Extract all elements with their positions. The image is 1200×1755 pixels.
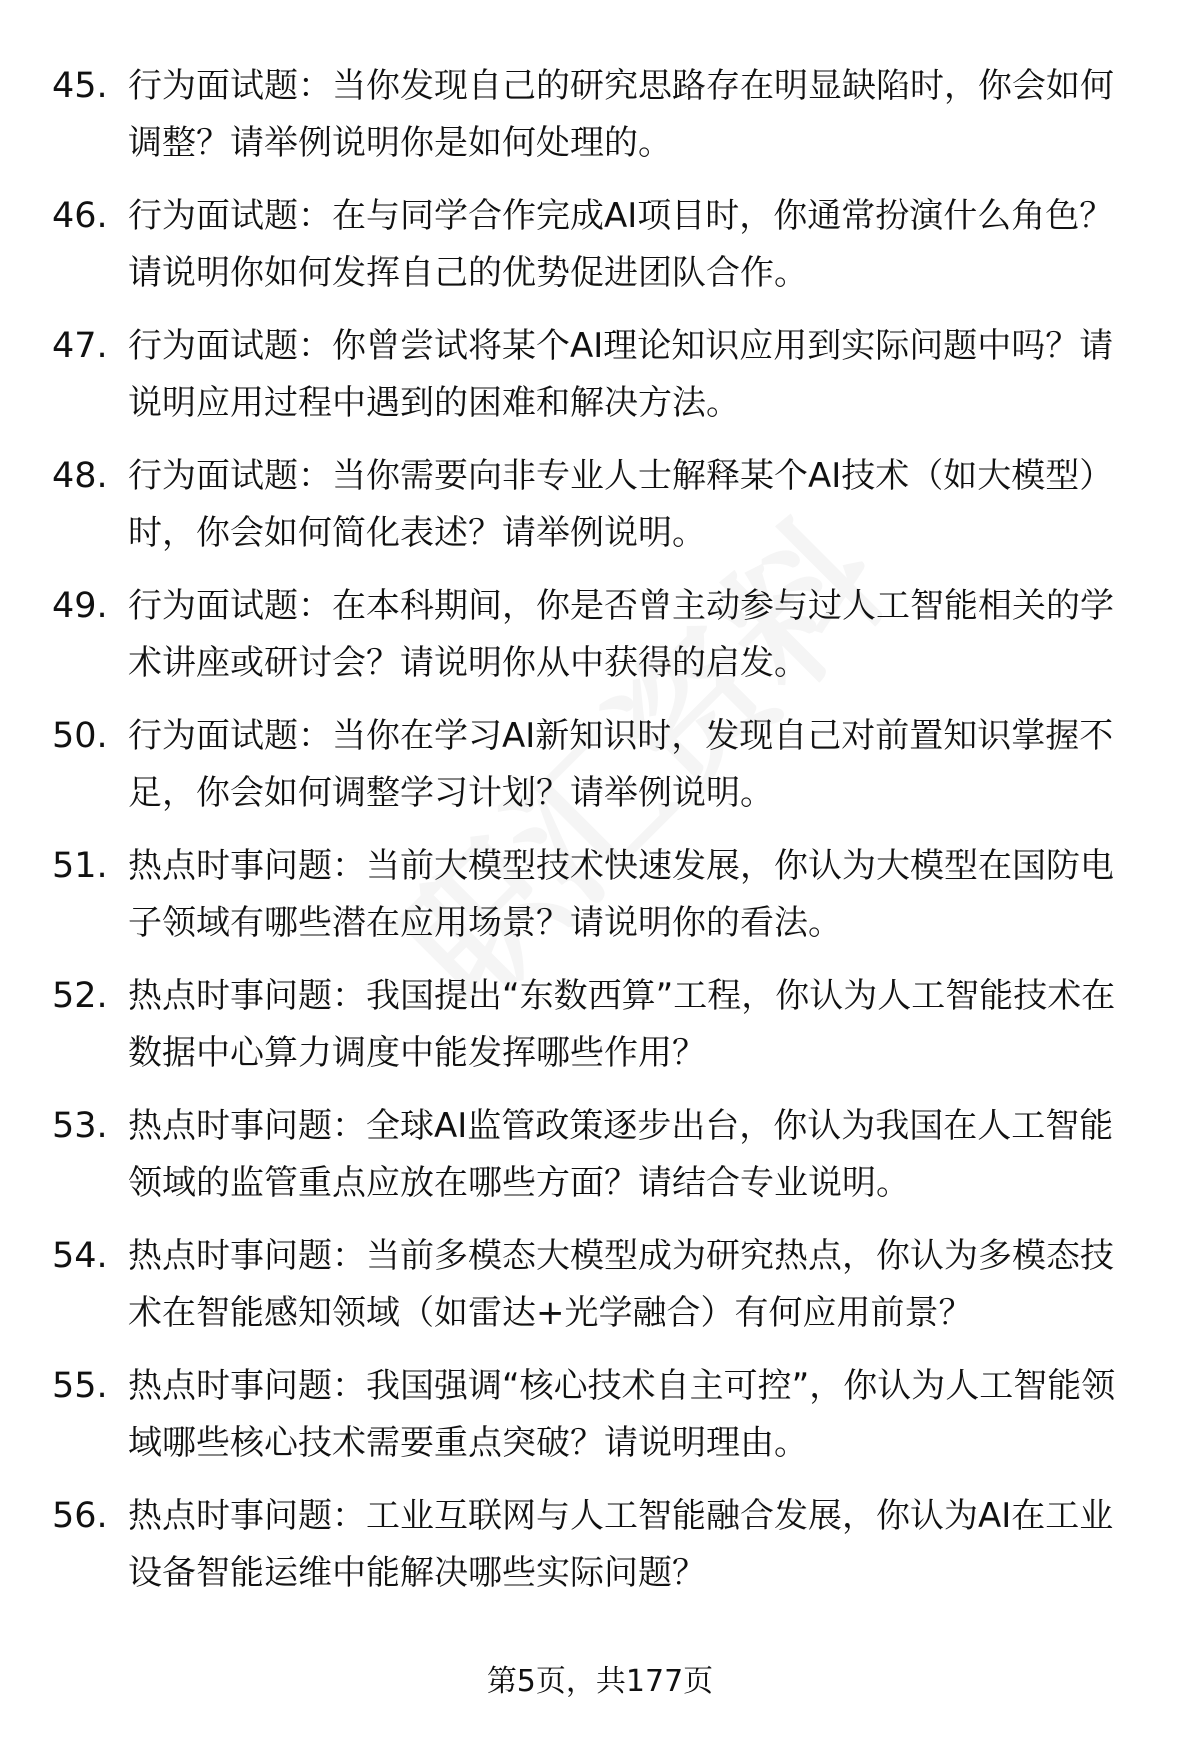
question-text: 行为面试题：在本科期间，你是否曾主动参与过人工智能相关的学术讲座或研讨会？请说明你从中获得的启发。	[128, 586, 1114, 683]
question-text: 热点时事问题：全球AI监管政策逐步出台，你认为我国在人工智能领域的监管重点应放在哪些方面？请结合专业说明。	[128, 1106, 1114, 1203]
question-text: 热点时事问题：当前大模型技术快速发展，你认为大模型在国防电子领域有哪些潜在应用场景？请说明你的看法。	[128, 846, 1114, 943]
question-number: 51.	[52, 846, 108, 886]
question-list	[0, 58, 1200, 1618]
question-number: 48.	[52, 456, 108, 496]
question-number: 55.	[52, 1366, 108, 1406]
question-text: 行为面试题：在与同学合作完成AI项目时，你通常扮演什么角色？请说明你如何发挥自己的优势促进团队合作。	[128, 196, 1114, 293]
question-text: 行为面试题：你曾尝试将某个AI理论知识应用到实际问题中吗？请说明应用过程中遇到的困难和解决方法。	[128, 326, 1114, 423]
question-text: 行为面试题：当你发现自己的研究思路存在明显缺陷时，你会如何调整？请举例说明你是如何处理的。	[128, 66, 1114, 163]
question-text: 热点时事问题：我国强调“核心技术自主可控”，你认为人工智能领域哪些核心技术需要重点突破？请说明理由。	[128, 1366, 1116, 1463]
question-item	[0, 318, 1200, 448]
question-item	[0, 1098, 1200, 1228]
question-item	[0, 58, 1200, 188]
question-number: 49.	[52, 586, 108, 626]
question-text: 热点时事问题：工业互联网与人工智能融合发展，你认为AI在工业设备智能运维中能解决哪些实际问题？	[128, 1496, 1114, 1593]
question-text: 热点时事问题：当前多模态大模型成为研究热点，你认为多模态技术在智能感知领域（如雷达+光学融合）有何应用前景？	[128, 1236, 1114, 1333]
question-number: 53.	[52, 1106, 108, 1146]
question-number: 54.	[52, 1236, 108, 1276]
question-number: 50.	[52, 716, 108, 756]
question-number: 56.	[52, 1496, 108, 1536]
question-item	[0, 188, 1200, 318]
question-item	[0, 708, 1200, 838]
question-item	[0, 968, 1200, 1098]
question-item	[0, 1358, 1200, 1488]
question-item	[0, 448, 1200, 578]
question-item	[0, 838, 1200, 968]
question-number: 46.	[52, 196, 108, 236]
question-number: 45.	[52, 66, 108, 106]
question-text: 行为面试题：当你在学习AI新知识时，发现自己对前置知识掌握不足，你会如何调整学习计划？请举例说明。	[128, 716, 1114, 813]
question-number: 52.	[52, 976, 108, 1016]
question-item	[0, 1488, 1200, 1618]
question-text: 热点时事问题：我国提出“东数西算”工程，你认为人工智能技术在数据中心算力调度中能发挥哪些作用？	[128, 976, 1116, 1073]
question-text: 行为面试题：当你需要向非专业人士解释某个AI技术（如大模型）时，你会如何简化表述？请举例说明。	[128, 456, 1114, 553]
page-footer: 第5页，共177页	[486, 1664, 714, 1699]
question-item	[0, 578, 1200, 708]
question-number: 47.	[52, 326, 108, 366]
question-item	[0, 1228, 1200, 1358]
